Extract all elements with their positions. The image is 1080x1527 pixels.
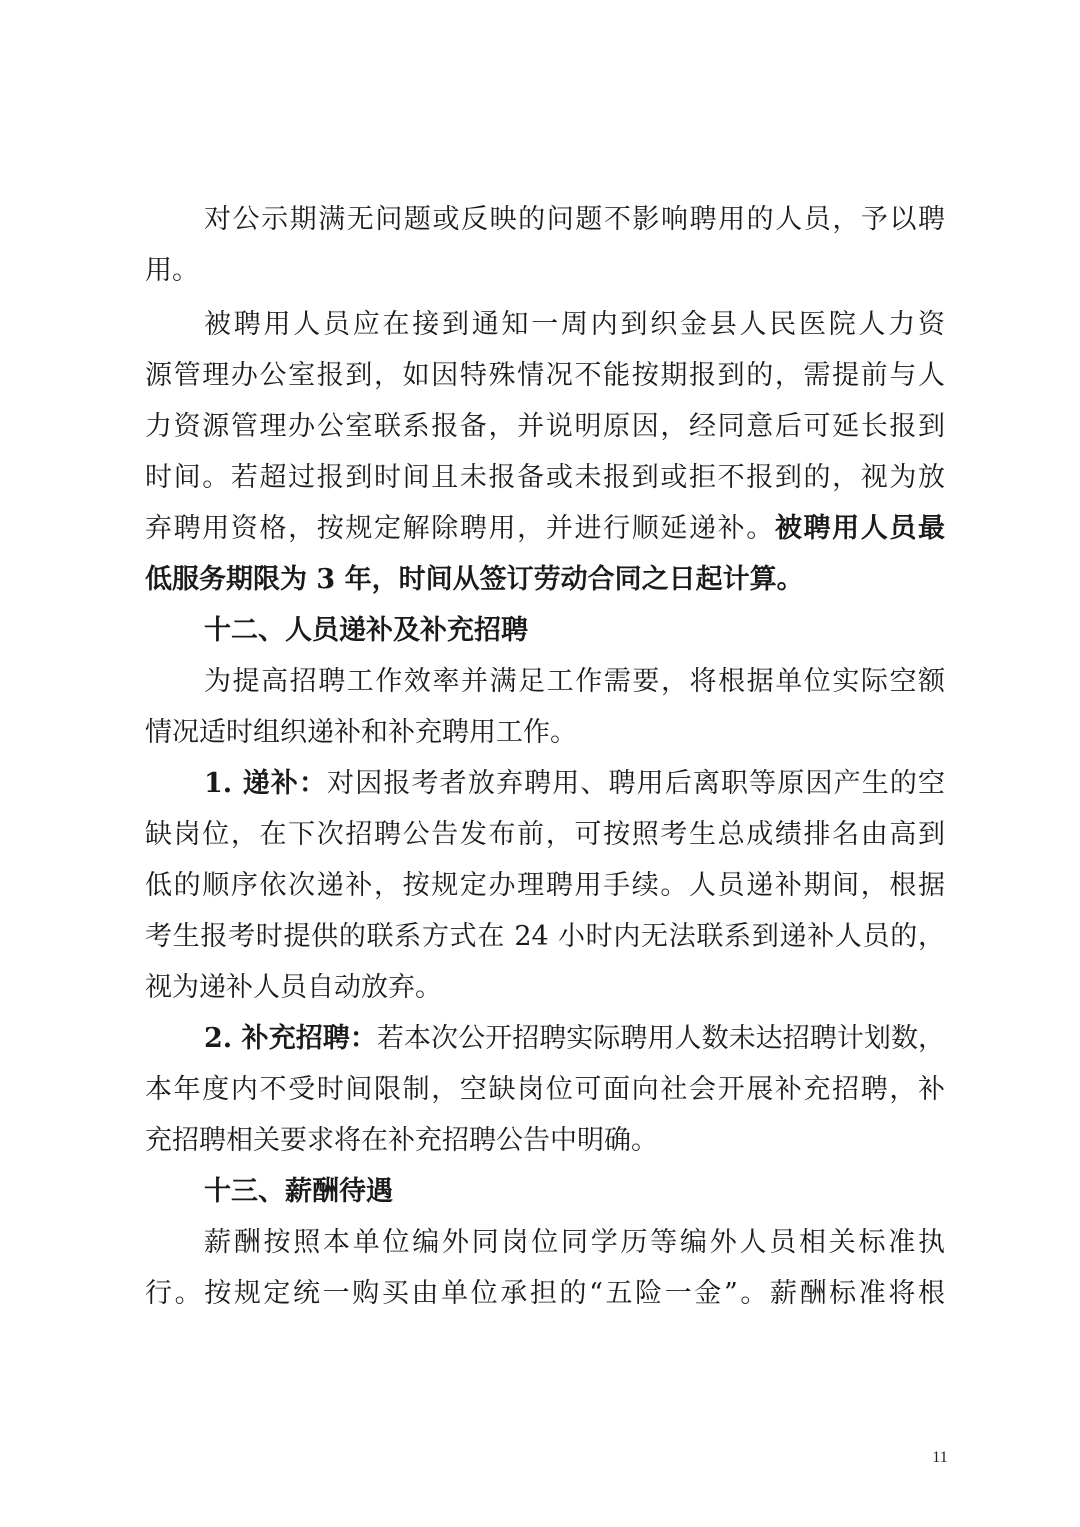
body-line [145, 1123, 945, 1159]
bold-text-segment: 低服务期限为 3 年，时间从签订劳动合同之日起计算。 [145, 564, 804, 595]
text-segment: 对公示期满无问题或反映的问题不影响聘用的人员，予以聘 [204, 204, 945, 235]
text-segment: 视为递补人员自动放弃。 [145, 972, 442, 1003]
body-line [204, 766, 945, 802]
text-segment: 为提高招聘工作效率并满足工作需要，将根据单位实际空额 [204, 666, 945, 697]
text-segment: 低的顺序依次递补，按规定办理聘用手续。人员递补期间，根据 [145, 870, 945, 901]
body-line [145, 1276, 945, 1312]
text-segment: 用。 [145, 255, 199, 286]
text-segment: 力资源管理办公室联系报备，并说明原因，经同意后可延长报到 [145, 411, 945, 442]
page-number: 11 [932, 1449, 948, 1466]
body-line [145, 715, 945, 751]
text-segment: 源管理办公室报到，如因特殊情况不能按期报到的，需提前与人 [145, 360, 945, 391]
text-segment: 考生报考时提供的联系方式在 24 小时内无法联系到递补人员的， [145, 921, 945, 952]
text-segment: 被聘用人员应在接到通知一周内到织金县人民医院人力资 [204, 309, 945, 340]
section-heading-12 [204, 613, 945, 649]
text-segment: 时间。若超过报到时间且未报备或未报到或拒不报到的，视为放 [145, 462, 945, 493]
body-line [145, 511, 945, 547]
bold-text-segment: 被聘用人员最 [774, 513, 946, 544]
body-line [204, 202, 945, 238]
body-line [145, 970, 945, 1006]
text-segment: 本年度内不受时间限制，空缺岗位可面向社会开展补充招聘，补 [145, 1074, 945, 1105]
body-line [145, 409, 945, 445]
bold-text-segment: 2. 补充招聘： [204, 1023, 377, 1054]
heading-text: 十二、人员递补及补充招聘 [204, 615, 528, 646]
text-segment: 充招聘相关要求将在补充招聘公告中明确。 [145, 1125, 658, 1156]
body-line [204, 1021, 945, 1057]
body-line [145, 562, 945, 598]
body-line [145, 868, 945, 904]
body-line [145, 919, 945, 955]
heading-text: 十三、薪酬待遇 [204, 1176, 393, 1207]
text-segment: 情况适时组织递补和补充聘用工作。 [145, 717, 577, 748]
body-line [145, 253, 945, 289]
body-line [204, 1225, 945, 1261]
body-line [204, 307, 945, 343]
body-line [145, 817, 945, 853]
text-segment: 行。按规定统一购买由单位承担的“五险一金”。薪酬标准将根 [145, 1278, 945, 1309]
section-heading-13 [204, 1174, 945, 1210]
body-line [145, 1072, 945, 1108]
text-segment: 薪酬按照本单位编外同岗位同学历等编外人员相关标准执 [204, 1227, 945, 1258]
bold-text-segment: 1. 递补： [204, 768, 328, 799]
text-segment: 弃聘用资格，按规定解除聘用，并进行顺延递补。 [145, 513, 775, 544]
body-line [145, 460, 945, 496]
text-segment: 缺岗位，在下次招聘公告发布前，可按照考生总成绩排名由高到 [145, 819, 945, 850]
body-line [145, 358, 945, 394]
text-segment: 若本次公开招聘实际聘用人数未达招聘计划数， [376, 1023, 946, 1054]
text-segment: 对因报考者放弃聘用、聘用后离职等原因产生的空 [327, 768, 946, 799]
body-line [204, 664, 945, 700]
